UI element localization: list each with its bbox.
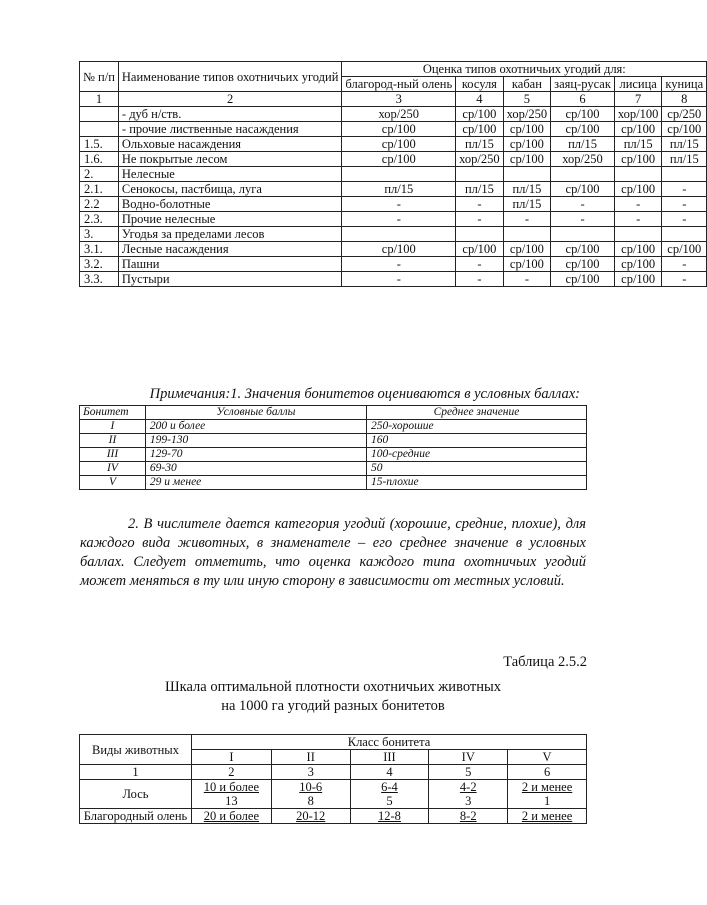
rating-cell: - xyxy=(342,257,456,272)
rating-cell: пл/15 xyxy=(456,182,504,197)
rating-cell: ср/100 xyxy=(614,242,662,257)
rating-cell: хор/250 xyxy=(503,107,551,122)
rating-cell: - xyxy=(503,272,551,287)
rating-cell: ср/100 xyxy=(456,242,504,257)
density-cell: 10-6 8 xyxy=(271,780,350,809)
rating-cell: ср/100 xyxy=(456,107,504,122)
table-row xyxy=(80,809,587,824)
col-header-num: № п/п xyxy=(80,62,119,92)
col-number: 7 xyxy=(614,92,662,107)
bonitet-cell: III xyxy=(80,448,146,462)
rating-cell xyxy=(342,167,456,182)
rating-cell: - xyxy=(342,272,456,287)
table-row xyxy=(80,122,707,137)
bonitet-table xyxy=(79,405,587,490)
rating-cell: пл/15 xyxy=(342,182,456,197)
table-row xyxy=(80,462,587,476)
table-row xyxy=(80,780,587,809)
rating-cell xyxy=(614,227,662,242)
col-number: 8 xyxy=(662,92,707,107)
note-2: 2. В числителе дается категория угодий (хорошие, средние, плохие), для каждого вида животных, в знаменателе – его среднее значение в условных баллах. Следует отметить, что оценка каждого типа охотничьих угодий может меняться в ту или иную сторону в зависимости от местных условий. xyxy=(80,516,586,589)
rating-cell xyxy=(662,167,707,182)
average-cell: 250-хорошие xyxy=(366,420,586,434)
rating-cell: - xyxy=(456,212,504,227)
bonitet-cell: I xyxy=(80,420,146,434)
rating-cell: ср/100 xyxy=(551,272,615,287)
density-scale-table xyxy=(79,734,587,824)
class-header: V xyxy=(508,750,587,765)
density-cell: 20 и более xyxy=(191,809,271,824)
col-header-group: Оценка типов охотничьих угодий для: xyxy=(342,62,707,77)
density-cell: 2 и менее 1 xyxy=(508,780,587,809)
row-number: 2.1. xyxy=(80,182,119,197)
rating-cell xyxy=(503,167,551,182)
col-number: 4 xyxy=(456,92,504,107)
rating-cell: - xyxy=(551,212,615,227)
col-number: 2 xyxy=(118,92,342,107)
col-number-row xyxy=(80,92,707,107)
col-header-animal: кабан xyxy=(503,77,551,92)
rating-cell: - xyxy=(614,212,662,227)
row-name: Прочие нелесные xyxy=(118,212,342,227)
table-row xyxy=(80,167,707,182)
table-row xyxy=(80,197,707,212)
row-number: 2.2 xyxy=(80,197,119,212)
rating-cell: хор/250 xyxy=(551,152,615,167)
rating-cell: хор/250 xyxy=(342,107,456,122)
rating-cell: ср/100 xyxy=(551,257,615,272)
rating-cell: - xyxy=(662,212,707,227)
col-header-animal: куница xyxy=(662,77,707,92)
rating-cell: ср/100 xyxy=(551,182,615,197)
rating-cell: ср/100 xyxy=(503,242,551,257)
row-number: 3.2. xyxy=(80,257,119,272)
rating-cell: ср/100 xyxy=(503,257,551,272)
rating-cell xyxy=(662,227,707,242)
points-cell: 129-70 xyxy=(145,448,366,462)
rating-cell: ср/100 xyxy=(503,122,551,137)
col-number: 4 xyxy=(350,765,429,780)
rating-cell: - xyxy=(662,197,707,212)
col-number: 1 xyxy=(80,92,119,107)
bonitet-cell: IV xyxy=(80,462,146,476)
row-name: Лесные насаждения xyxy=(118,242,342,257)
density-cell: 2 и менее xyxy=(508,809,587,824)
rating-cell: ср/100 xyxy=(456,122,504,137)
rating-cell: - xyxy=(551,197,615,212)
table-label: Таблица 2.5.2 xyxy=(503,654,587,670)
row-name: Водно-болотные xyxy=(118,197,342,212)
rating-cell: - xyxy=(614,197,662,212)
row-name: Ольховые насаждения xyxy=(118,137,342,152)
table-title-line: на 1000 га угодий разных бонитетов xyxy=(221,698,445,714)
col-number: 1 xyxy=(80,765,192,780)
average-cell: 15-плохие xyxy=(366,476,586,490)
table-row xyxy=(80,434,587,448)
row-name: - дуб н/ств. xyxy=(118,107,342,122)
rating-cell: ср/100 xyxy=(614,272,662,287)
rating-cell: ср/100 xyxy=(503,152,551,167)
rating-cell: - xyxy=(456,197,504,212)
density-cell: 10 и более 13 xyxy=(191,780,271,809)
rating-cell: ср/100 xyxy=(342,137,456,152)
rating-cell: ср/100 xyxy=(342,152,456,167)
col-number: 3 xyxy=(342,92,456,107)
row-name: Нелесные xyxy=(118,167,342,182)
row-number: 2.3. xyxy=(80,212,119,227)
row-name: Пашни xyxy=(118,257,342,272)
rating-cell xyxy=(456,227,504,242)
table-title xyxy=(80,678,586,716)
density-cell: 8-2 xyxy=(429,809,508,824)
rating-cell: ср/100 xyxy=(614,182,662,197)
col-header-animal: лисица xyxy=(614,77,662,92)
table-row xyxy=(80,448,587,462)
rating-cell: ср/100 xyxy=(551,122,615,137)
table-row xyxy=(80,242,707,257)
rating-cell xyxy=(551,227,615,242)
rating-cell: ср/100 xyxy=(342,242,456,257)
col-number: 6 xyxy=(508,765,587,780)
col-header-species: Виды животных xyxy=(80,735,192,765)
rating-cell: пл/15 xyxy=(551,137,615,152)
rating-cell: пл/15 xyxy=(503,182,551,197)
average-cell: 160 xyxy=(366,434,586,448)
row-number: 3.3. xyxy=(80,272,119,287)
row-name: Не покрытые лесом xyxy=(118,152,342,167)
points-cell: 69-30 xyxy=(145,462,366,476)
rating-cell: ср/100 xyxy=(614,257,662,272)
rating-cell xyxy=(456,167,504,182)
col-header-animal: заяц-русак xyxy=(551,77,615,92)
average-cell: 100-средние xyxy=(366,448,586,462)
col-header-animal: косуля xyxy=(456,77,504,92)
table-row xyxy=(80,137,707,152)
table-row xyxy=(80,107,707,122)
rating-cell: ср/100 xyxy=(342,122,456,137)
rating-cell xyxy=(551,167,615,182)
table-row xyxy=(80,212,707,227)
table-row xyxy=(80,257,707,272)
rating-cell: - xyxy=(456,257,504,272)
table-row xyxy=(80,476,587,490)
rating-cell: ср/100 xyxy=(662,242,707,257)
rating-cell: пл/15 xyxy=(456,137,504,152)
rating-cell: пл/15 xyxy=(662,152,707,167)
rating-cell: ср/100 xyxy=(551,107,615,122)
species-cell: Благородный олень xyxy=(80,809,192,824)
class-header: I xyxy=(191,750,271,765)
col-number: 6 xyxy=(551,92,615,107)
table-title-line: Шкала оптимальной плотности охотничьих животных xyxy=(165,679,501,695)
row-number xyxy=(80,107,119,122)
hunting-grounds-table xyxy=(79,61,707,287)
rating-cell: ср/100 xyxy=(614,122,662,137)
rating-cell: - xyxy=(662,272,707,287)
rating-cell: ср/100 xyxy=(614,152,662,167)
rating-cell xyxy=(614,167,662,182)
density-cell: 12-8 xyxy=(350,809,429,824)
bonitet-cell: II xyxy=(80,434,146,448)
table-row xyxy=(80,152,707,167)
row-name: Сенокосы, пастбища, луга xyxy=(118,182,342,197)
rating-cell: - xyxy=(342,197,456,212)
col-number: 5 xyxy=(429,765,508,780)
rating-cell: ср/100 xyxy=(551,242,615,257)
rating-cell: - xyxy=(456,272,504,287)
row-number: 3.1. xyxy=(80,242,119,257)
col-number: 5 xyxy=(503,92,551,107)
rating-cell: пл/15 xyxy=(614,137,662,152)
col-header-points: Условные баллы xyxy=(145,406,366,420)
class-header: IV xyxy=(429,750,508,765)
rating-cell: ср/250 xyxy=(662,107,707,122)
table-row xyxy=(80,182,707,197)
note-1: Примечания:1. Значения бонитетов оцениваются в условных баллах: xyxy=(149,386,580,402)
points-cell: 29 и менее xyxy=(145,476,366,490)
table-row xyxy=(80,272,707,287)
rating-cell: пл/15 xyxy=(662,137,707,152)
row-name: Пустыри xyxy=(118,272,342,287)
rating-cell: хор/250 xyxy=(456,152,504,167)
average-cell: 50 xyxy=(366,462,586,476)
col-header-animal: благород-ный олень xyxy=(342,77,456,92)
col-header-class: Класс бонитета xyxy=(191,735,586,750)
col-number: 2 xyxy=(191,765,271,780)
col-header-average: Среднее значение xyxy=(366,406,586,420)
col-header-name: Наименование типов охотничьих угодий xyxy=(118,62,342,92)
class-header: III xyxy=(350,750,429,765)
density-cell: 6-4 5 xyxy=(350,780,429,809)
row-number: 1.5. xyxy=(80,137,119,152)
class-header: II xyxy=(271,750,350,765)
rating-cell: - xyxy=(342,212,456,227)
rating-cell xyxy=(503,227,551,242)
row-name: Угодья за пределами лесов xyxy=(118,227,342,242)
points-cell: 199-130 xyxy=(145,434,366,448)
density-cell: 4-2 3 xyxy=(429,780,508,809)
row-number: 3. xyxy=(80,227,119,242)
rating-cell: - xyxy=(662,257,707,272)
row-name: - прочие лиственные насаждения xyxy=(118,122,342,137)
rating-cell xyxy=(342,227,456,242)
row-number: 1.6. xyxy=(80,152,119,167)
rating-cell: хор/100 xyxy=(614,107,662,122)
rating-cell: ср/100 xyxy=(503,137,551,152)
col-number: 3 xyxy=(271,765,350,780)
row-number: 2. xyxy=(80,167,119,182)
table-row xyxy=(80,420,587,434)
density-cell: 20-12 xyxy=(271,809,350,824)
col-header-bonitet: Бонитет xyxy=(80,406,146,420)
species-cell: Лось xyxy=(80,780,192,809)
table-row xyxy=(80,227,707,242)
rating-cell: ср/100 xyxy=(662,122,707,137)
rating-cell: - xyxy=(503,212,551,227)
row-number xyxy=(80,122,119,137)
rating-cell: - xyxy=(662,182,707,197)
rating-cell: пл/15 xyxy=(503,197,551,212)
bonitet-cell: V xyxy=(80,476,146,490)
points-cell: 200 и более xyxy=(145,420,366,434)
